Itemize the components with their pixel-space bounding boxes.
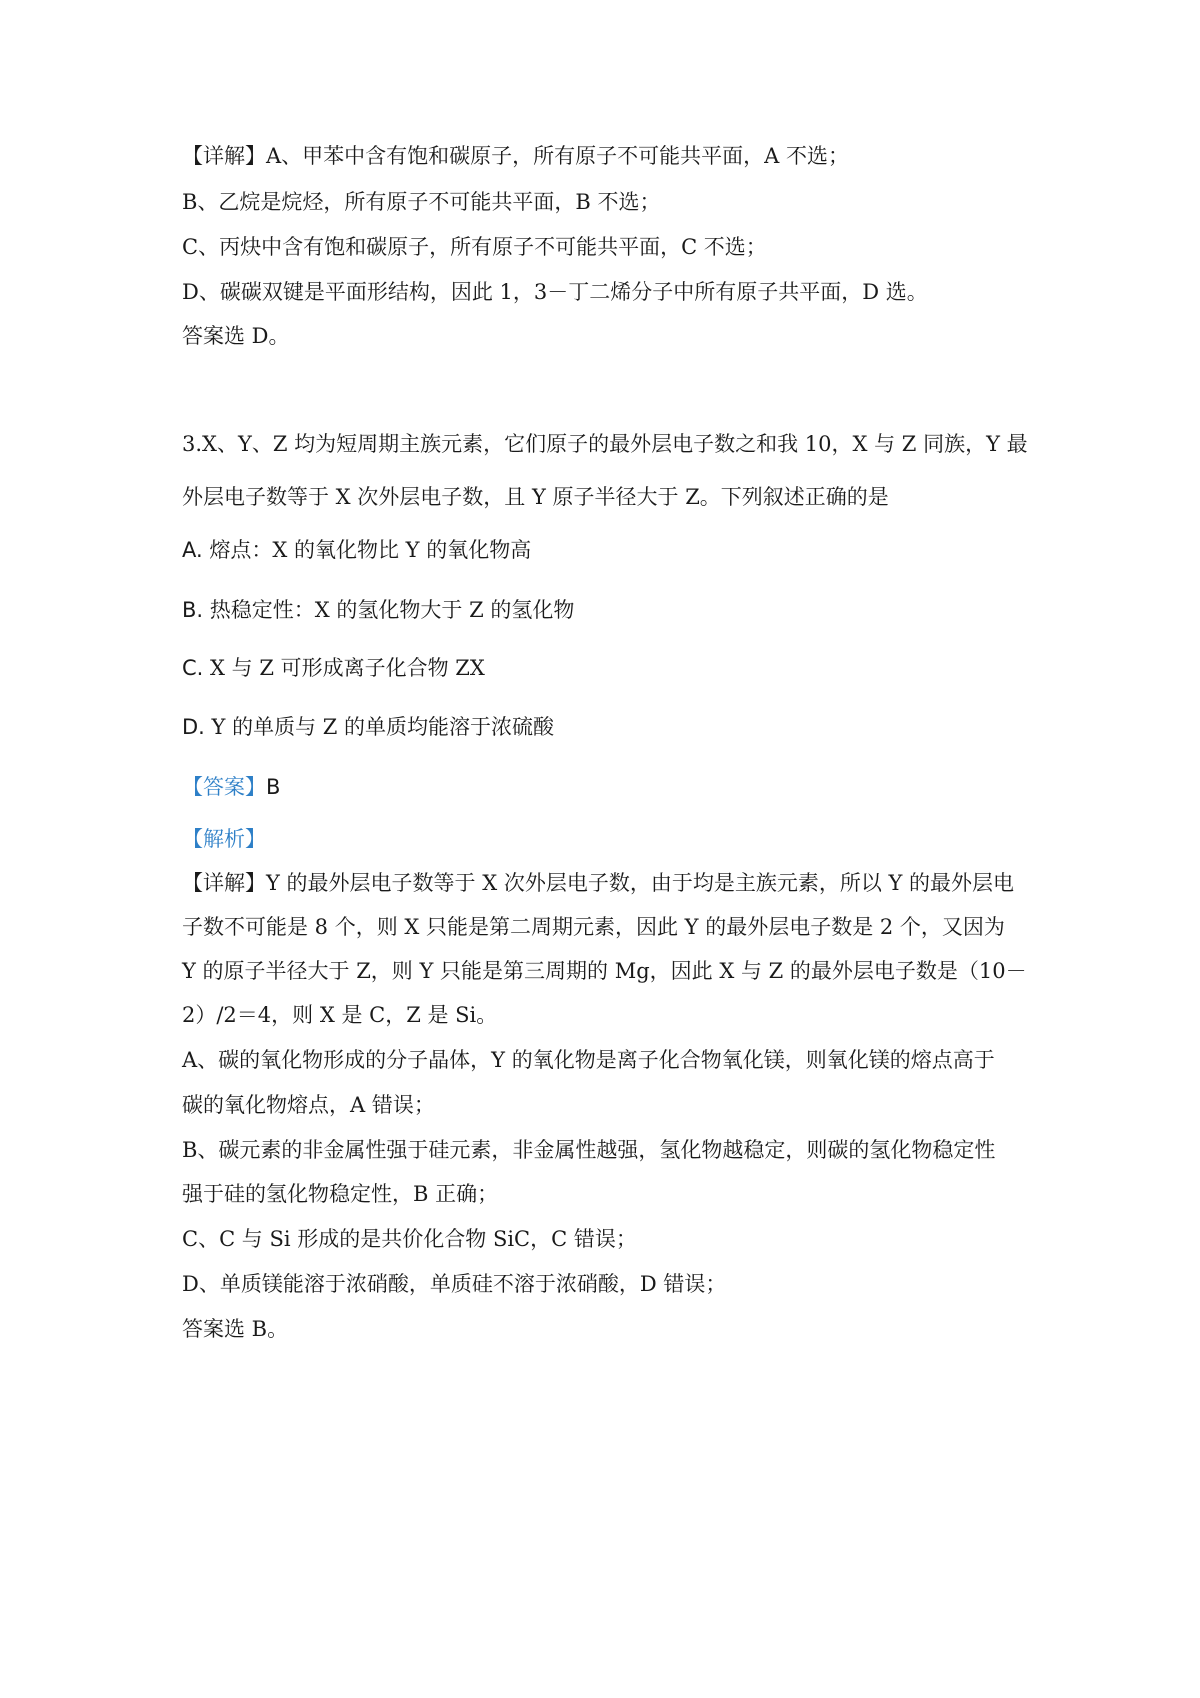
analysis-line-9: C、C 与 Si 形成的是共价化合物 SiC，C 错误； bbox=[182, 1227, 637, 1251]
analysis-line-3: Y 的原子半径大于 Z，则 Y 只能是第三周期的 Mg，因此 X 与 Z 的最外层电子数是（10－ bbox=[182, 959, 1027, 983]
prev-answer-line: 答案选 D。 bbox=[182, 324, 290, 348]
option-text: Y 的单质与 Z 的单质均能溶于浓硫酸 bbox=[211, 715, 555, 739]
analysis-label: 【解析】 bbox=[182, 827, 266, 851]
prev-explanation-line-1: 【详解】A、甲苯中含有饱和碳原子，所有原子不可能共平面，A 不选； bbox=[182, 144, 850, 168]
analysis-line-5: A、碳的氧化物形成的分子晶体，Y 的氧化物是离子化合物氧化镁，则氧化镁的熔点高于 bbox=[182, 1048, 995, 1072]
analysis-line-8: 强于硅的氢化物稳定性，B 正确； bbox=[182, 1182, 499, 1206]
answer-label: 【答案】 bbox=[182, 775, 266, 799]
option-text: 热稳定性：X 的氢化物大于 Z 的氢化物 bbox=[209, 598, 575, 622]
prev-explanation-line-4: D、碳碳双键是平面形结构，因此 1，3－丁二烯分子中所有原子共平面，D 选。 bbox=[182, 280, 928, 304]
analysis-line-1: 【详解】Y 的最外层电子数等于 X 次外层电子数，由于均是主族元素，所以 Y 的最外层电 bbox=[182, 871, 1015, 895]
option-text: X 与 Z 可形成离子化合物 ZX bbox=[210, 656, 485, 680]
option-letter: B. bbox=[182, 598, 204, 622]
question-stem-line-2: 外层电子数等于 X 次外层电子数，且 Y 原子半径大于 Z。下列叙述正确的是 bbox=[182, 485, 889, 509]
analysis-line-4: 2）/2＝4，则 X 是 C，Z 是 Si。 bbox=[182, 1003, 498, 1027]
prev-explanation-line-3: C、丙炔中含有饱和碳原子，所有原子不可能共平面，C 不选； bbox=[182, 235, 767, 259]
option-letter: D. bbox=[182, 715, 205, 739]
option-letter: C. bbox=[182, 656, 204, 680]
answer-value: B bbox=[266, 775, 281, 799]
analysis-line-6: 碳的氧化物熔点，A 错误； bbox=[182, 1093, 435, 1117]
answer-line bbox=[182, 773, 280, 801]
option-b bbox=[182, 596, 574, 624]
option-text: 熔点：X 的氧化物比 Y 的氧化物高 bbox=[209, 538, 532, 562]
option-a bbox=[182, 536, 531, 564]
analysis-line-7: B、碳元素的非金属性强于硅元素，非金属性越强，氢化物越稳定，则碳的氢化物稳定性 bbox=[182, 1138, 996, 1162]
question-stem-line-1: 3.X、Y、Z 均为短周期主族元素，它们原子的最外层电子数之和我 10，X 与 Z 同族，Y 最 bbox=[182, 432, 1028, 456]
analysis-line-2: 子数不可能是 8 个，则 X 只能是第二周期元素，因此 Y 的最外层电子数是 2 个，又因为 bbox=[182, 915, 1005, 939]
option-letter: A. bbox=[182, 538, 203, 562]
option-c bbox=[182, 654, 485, 682]
analysis-line-10: D、单质镁能溶于浓硝酸，单质硅不溶于浓硝酸，D 错误； bbox=[182, 1272, 727, 1296]
prev-explanation-line-2: B、乙烷是烷烃，所有原子不可能共平面，B 不选； bbox=[182, 190, 661, 214]
option-d bbox=[182, 713, 554, 741]
analysis-line-11: 答案选 B。 bbox=[182, 1317, 289, 1341]
